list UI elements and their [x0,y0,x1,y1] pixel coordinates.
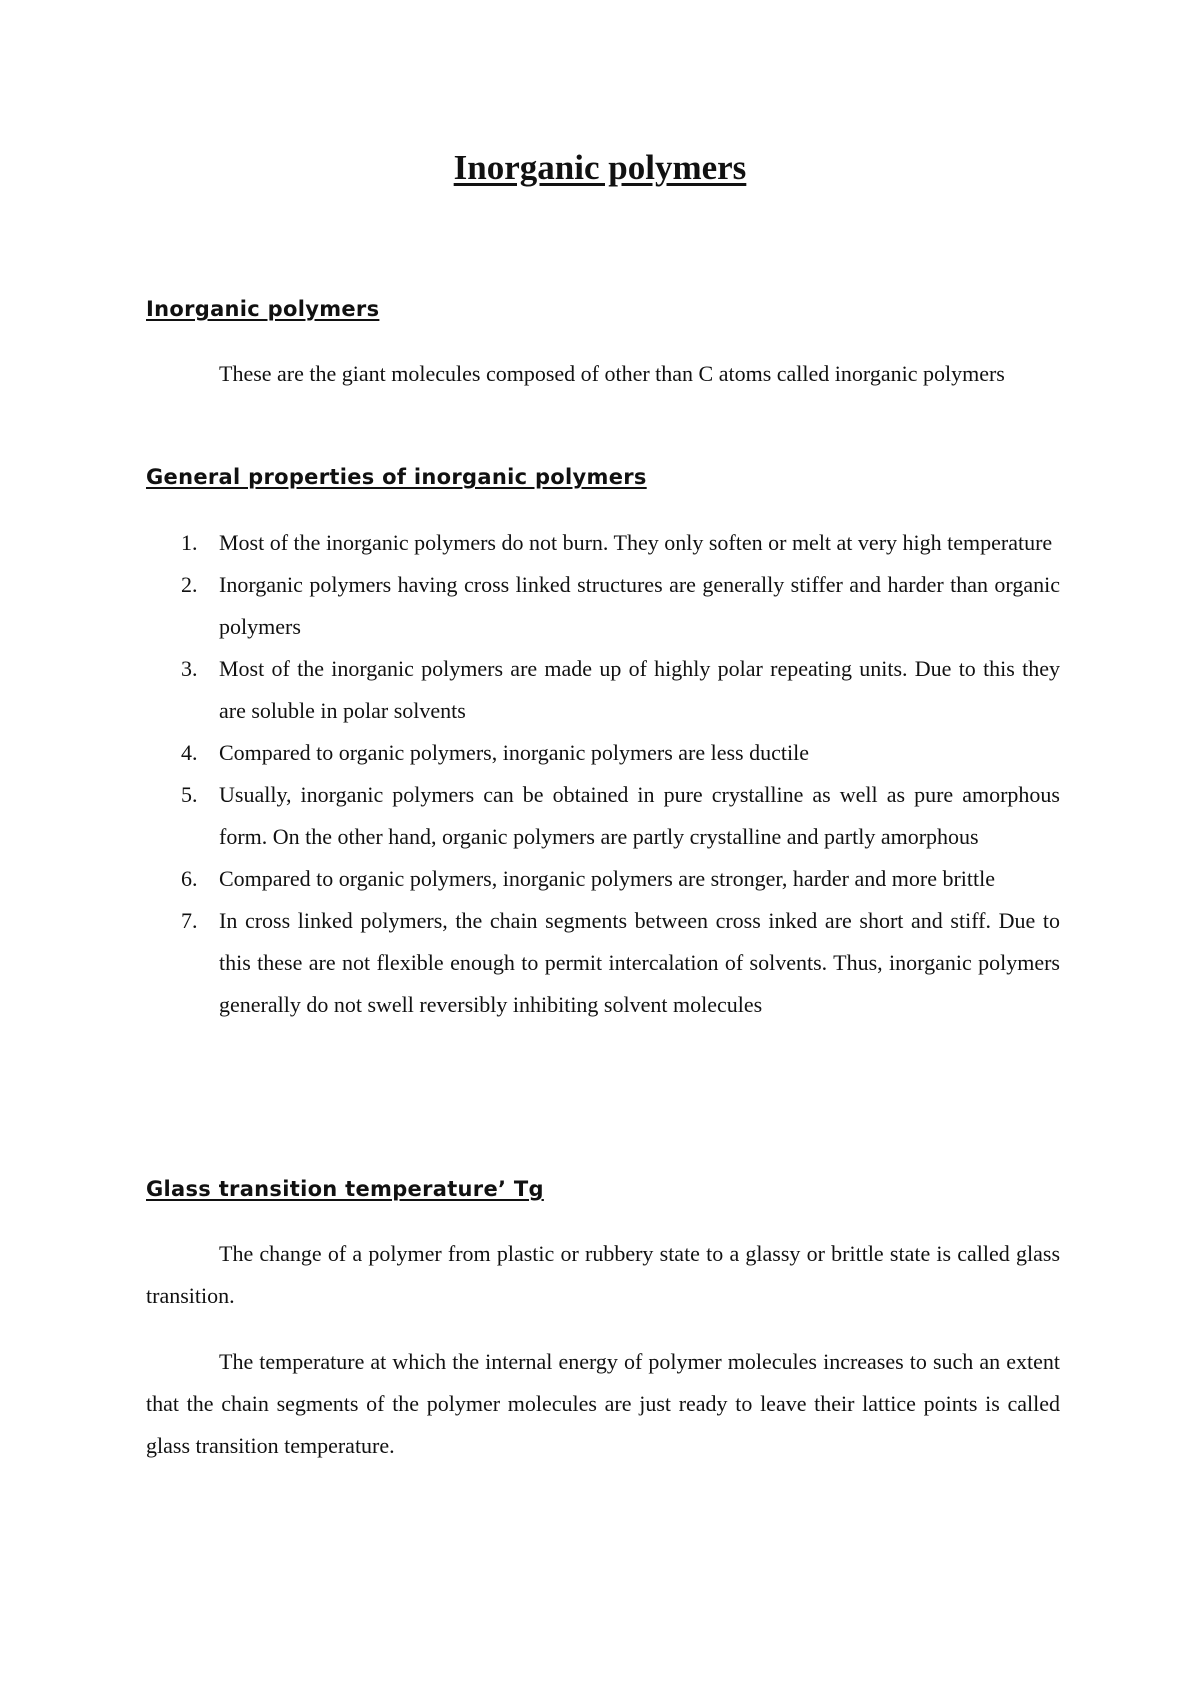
list-item [146,564,1060,648]
list-item-number: 3. [181,656,198,681]
list-item [146,522,1060,564]
list-item [146,732,1060,774]
list-item-text: Most of the inorganic polymers do not burn. They only soften or melt at very high temperature [219,530,1053,555]
section-heading-general-properties: General properties of inorganic polymers [146,465,647,489]
list-item-text: Compared to organic polymers, inorganic polymers are stronger, harder and more brittle [219,866,996,891]
list-item-text: In cross linked polymers, the chain segments between cross inked are short and stiff. Due to this these are not flexible enough to permit intercalation of solvents. Thus, inorganic polymers generally do not swell reversibly inhibiting solvent molecules [219,908,1060,1017]
list-item-number: 6. [181,866,198,891]
list-item [146,648,1060,732]
glass-transition-temperature-paragraph: The temperature at which the internal energy of polymer molecules increases to such an extent that the chain segments of the polymer molecules are just ready to leave their lattice points is called glass transition temperature. [146,1349,1060,1458]
document-title: Inorganic polymers [453,148,747,187]
glass-transition-paragraph: The change of a polymer from plastic or rubbery state to a glassy or brittle state is called glass transition. [146,1241,1060,1308]
list-item [146,900,1060,1026]
list-item-text: Compared to organic polymers, inorganic polymers are less ductile [219,740,809,765]
section-heading-inorganic-polymers: Inorganic polymers [146,297,380,321]
section-heading-glass-transition: Glass transition temperature’ Tg [146,1177,544,1201]
list-item [146,858,1060,900]
list-item-number: 4. [181,740,198,765]
list-item-number: 1. [181,530,198,555]
list-item [146,774,1060,858]
properties-list [146,522,1060,1026]
list-item-text: Most of the inorganic polymers are made up of highly polar repeating units. Due to this they are soluble in polar solvents [219,656,1060,723]
list-item-number: 2. [181,572,198,597]
list-item-number: 7. [181,908,198,933]
list-item-text: Usually, inorganic polymers can be obtained in pure crystalline as well as pure amorphous form. On the other hand, organic polymers are partly crystalline and partly amorphous [219,782,1060,849]
definition-paragraph: These are the giant molecules composed of other than C atoms called inorganic polymers [219,361,1005,386]
list-item-text: Inorganic polymers having cross linked structures are generally stiffer and harder than organic polymers [219,572,1060,639]
list-item-number: 5. [181,782,198,807]
